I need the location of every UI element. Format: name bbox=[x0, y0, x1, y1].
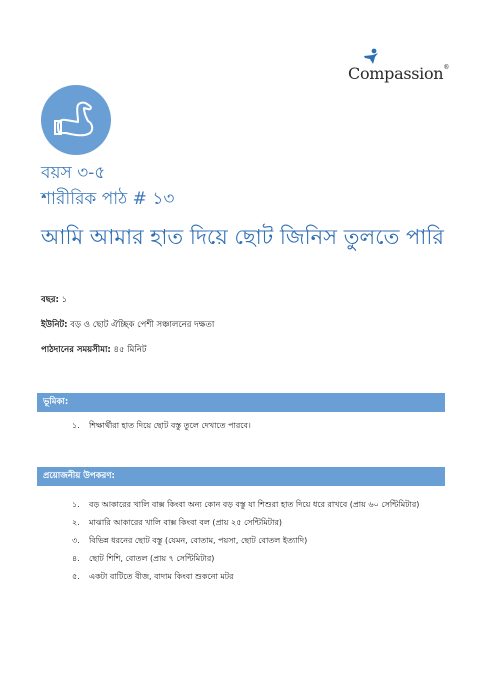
list-item-number: ১. bbox=[72, 500, 80, 509]
logo-wordmark bbox=[348, 64, 449, 83]
meta-duration bbox=[41, 343, 147, 357]
lesson-label: শারীরিক পাঠ # ১৩ bbox=[41, 189, 175, 209]
logo-trademark: ® bbox=[443, 64, 450, 71]
intro-list bbox=[72, 417, 251, 435]
list-item-number: ৫. bbox=[72, 572, 80, 581]
materials-list bbox=[72, 496, 419, 586]
age-label: বয়স ৩-৫ bbox=[41, 163, 106, 183]
list-item bbox=[72, 568, 419, 586]
list-item-text: বড় আকারের খালি বাক্স কিংবা অন্য কোন বড় বস্তু যা শিশুরা হাত দিয়ে ধরে রাখবে (প্রায় ৬০ সেন্টিমিটার) bbox=[89, 500, 420, 509]
meta-unit-label: ইউনিট: bbox=[41, 320, 68, 330]
intro-section-header: ভূমিকা: bbox=[37, 393, 445, 412]
list-item-number: ১. bbox=[72, 421, 80, 430]
list-item bbox=[72, 550, 419, 568]
list-item-text: মাঝারি আকারের খালি বাক্স কিংবা বল (প্রায় ২৫ সেন্টিমিটার) bbox=[89, 518, 282, 527]
list-item-number: ৪. bbox=[72, 554, 80, 563]
page-title: আমি আমার হাত দিয়ে ছোট জিনিস তুলতে পারি bbox=[41, 225, 444, 249]
list-item-text: বিভিন্ন ধরনের ছোট বস্তু (যেমন, বোতাম, পয়সা, ছোট বোতল ইত্যাদি) bbox=[89, 536, 308, 545]
meta-year-value: ১ bbox=[58, 295, 68, 305]
list-item-number: ৩. bbox=[72, 536, 80, 545]
meta-unit-value: বড় ও ছোট ঐচ্ছিক পেশী সঞ্চালনের দক্ষতা bbox=[67, 320, 215, 330]
meta-duration-value: ৪৫ মিনিট bbox=[110, 345, 147, 355]
meta-year bbox=[41, 293, 67, 307]
logo-text: Compassion bbox=[348, 64, 444, 83]
list-item-text: ছোট শিশি, বোতল (প্রায় ৭ সেন্টিমিটার) bbox=[89, 554, 215, 563]
list-item bbox=[72, 417, 251, 435]
flexed-arm-icon bbox=[54, 99, 98, 141]
list-item bbox=[72, 532, 419, 550]
list-item-number: ২. bbox=[72, 518, 80, 527]
list-item-text: শিক্ষার্থীরা হাত দিয়ে ছোট বস্তু তুলে দেখাতে পারবে। bbox=[89, 421, 251, 430]
header-icon-circle bbox=[41, 85, 111, 155]
materials-section-header: প্রয়োজনীয় উপকরণ: bbox=[37, 467, 445, 486]
meta-duration-label: পাঠদানের সময়সীমা: bbox=[41, 345, 111, 355]
meta-unit bbox=[41, 318, 214, 332]
meta-year-label: বছর: bbox=[41, 295, 59, 305]
list-item-text: একটা বাটিতে বীজ, বাদাম কিংবা শুকনো মটর bbox=[89, 572, 234, 581]
compassion-logo bbox=[343, 48, 450, 88]
list-item bbox=[72, 496, 419, 514]
list-item bbox=[72, 514, 419, 532]
